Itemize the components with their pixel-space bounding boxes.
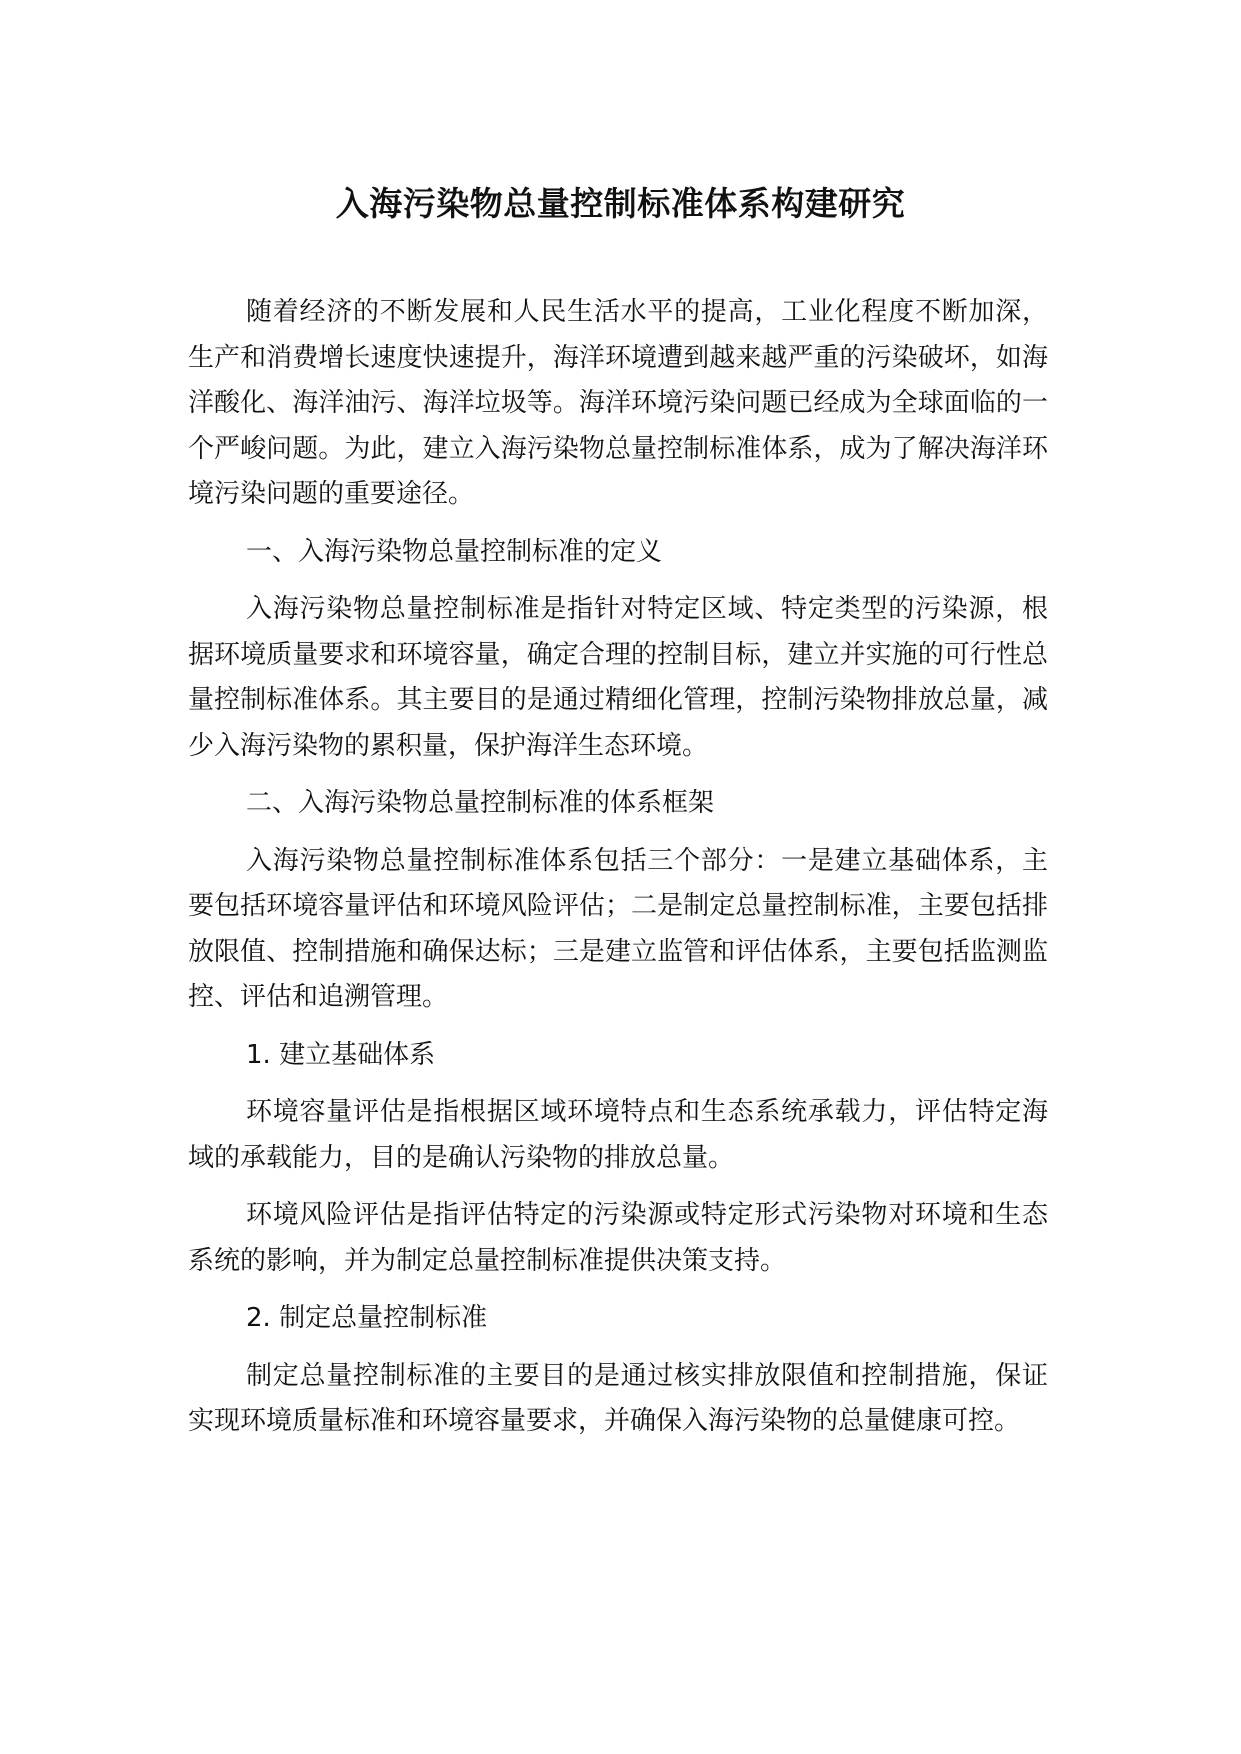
- subsection-heading-basic-system: 1. 建立基础体系: [246, 1039, 436, 1070]
- paragraph-definition: 入海污染物总量控制标准是指针对特定区域、特定类型的污染源，根据环境质量要求和环境容量，确定合理的控制目标，建立并实施的可行性总量控制标准体系。其主要目的是通过精细化管理，控制污染物排放总量，减少入海污染物的累积量，保护海洋生态环境。: [188, 594, 1048, 761]
- paragraph-framework: 入海污染物总量控制标准体系包括三个部分：一是建立基础体系，主要包括环境容量评估和环境风险评估；二是制定总量控制标准，主要包括排放限值、控制措施和确保达标；三是建立监管和评估体系，主要包括监测监控、评估和追溯管理。: [188, 845, 1048, 1012]
- document-title: 入海污染物总量控制标准体系构建研究: [335, 184, 906, 223]
- section-heading-definition: 一、入海污染物总量控制标准的定义: [246, 536, 663, 567]
- paragraph-intro: 随着经济的不断发展和人民生活水平的提高，工业化程度不断加深，生产和消费增长速度快速提升，海洋环境遭到越来越严重的污染破坏，如海洋酸化、海洋油污、海洋垃圾等。海洋环境污染问题已经成为全球面临的一个严峻问题。为此，建立入海污染物总量控制标准体系，成为了解决海洋环境污染问题的重要途径。: [188, 297, 1048, 509]
- section-heading-framework: 二、入海污染物总量控制标准的体系框架: [246, 788, 715, 818]
- paragraph-risk-assessment: 环境风险评估是指评估特定的污染源或特定形式污染物对环境和生态系统的影响，并为制定总量控制标准提供决策支持。: [188, 1200, 1048, 1276]
- paragraph-capacity-assessment: 环境容量评估是指根据区域环境特点和生态系统承载力，评估特定海域的承载能力，目的是确认污染物的排放总量。: [188, 1097, 1048, 1173]
- paragraph-control-standard: 制定总量控制标准的主要目的是通过核实排放限值和控制措施，保证实现环境质量标准和环境容量要求，并确保入海污染物的总量健康可控。: [188, 1360, 1048, 1436]
- subsection-heading-control-standard: 2. 制定总量控制标准: [246, 1303, 488, 1333]
- document-body: [188, 290, 1048, 1457]
